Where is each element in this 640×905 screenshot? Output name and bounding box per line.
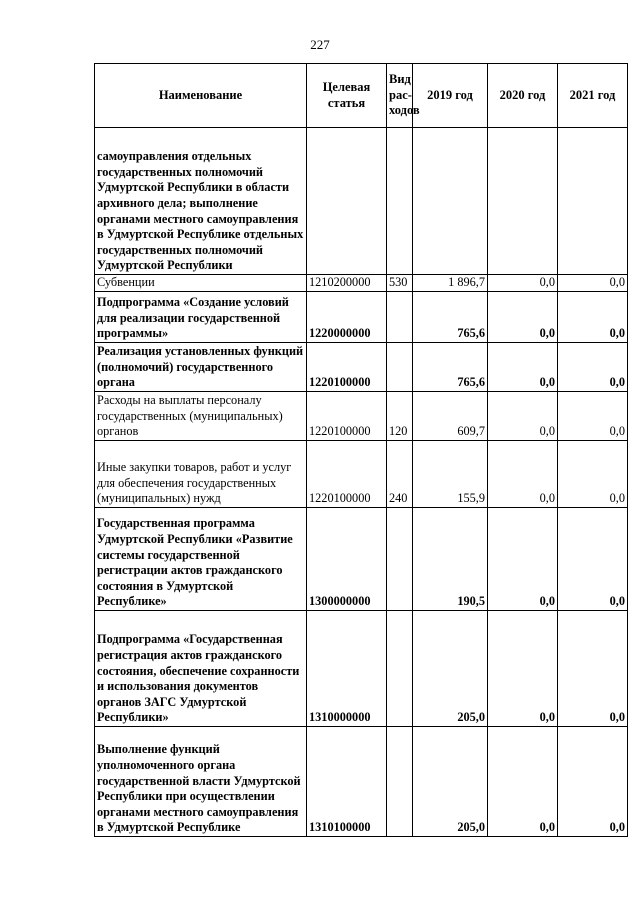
- table-row: [95, 441, 628, 508]
- row-expense-type-cell: [387, 508, 413, 611]
- row-2020-cell: 0,0: [488, 727, 558, 837]
- row-expense-type-cell: [387, 611, 413, 727]
- table-row: [95, 611, 628, 727]
- row-target-article-cell: 1220100000: [307, 343, 387, 392]
- row-2019-cell: 190,5: [413, 508, 488, 611]
- row-2021-cell: 0,0: [558, 441, 628, 508]
- row-target-article-cell: 1210200000: [307, 275, 387, 292]
- row-2019-cell: 155,9: [413, 441, 488, 508]
- row-target-article-cell: 1310000000: [307, 611, 387, 727]
- row-2021-cell: 0,0: [558, 292, 628, 343]
- row-target-article-cell: 1220100000: [307, 441, 387, 508]
- row-2021-cell: 0,0: [558, 508, 628, 611]
- table-row: [95, 392, 628, 441]
- row-2020-cell: 0,0: [488, 392, 558, 441]
- row-2019-cell: 609,7: [413, 392, 488, 441]
- row-2021-cell: 0,0: [558, 727, 628, 837]
- row-name-cell: самоуправления отдельных государственных полномочий Удмуртской Республики в области архивного дела; выполнение органами местного самоуправления в Удмуртской Республике отдельных государственных полномочий Удмуртской Республики: [95, 128, 307, 275]
- row-2019-cell: 205,0: [413, 611, 488, 727]
- table-row: [95, 275, 628, 292]
- header-2019: 2019 год: [413, 64, 488, 128]
- page-number: 227: [310, 37, 330, 52]
- row-2020-cell: [488, 128, 558, 275]
- row-name-cell: Реализация установленных функций (полномочий) государственного органа: [95, 343, 307, 392]
- budget-table: [94, 63, 628, 837]
- row-2021-cell: [558, 128, 628, 275]
- row-expense-type-cell: [387, 343, 413, 392]
- table-header-row: [95, 64, 628, 128]
- row-2021-cell: 0,0: [558, 611, 628, 727]
- row-2020-cell: 0,0: [488, 343, 558, 392]
- row-name-cell: Подпрограмма «Создание условий для реализации государственной программы»: [95, 292, 307, 343]
- row-2020-cell: 0,0: [488, 292, 558, 343]
- row-expense-type-cell: 530: [387, 275, 413, 292]
- row-2019-cell: 1 896,7: [413, 275, 488, 292]
- row-expense-type-cell: 240: [387, 441, 413, 508]
- row-2020-cell: 0,0: [488, 611, 558, 727]
- row-2019-cell: 765,6: [413, 292, 488, 343]
- row-name-cell: Выполнение функций уполномоченного органа государственной власти Удмуртской Республики при осуществлении органами местного самоуправления в Удмуртской Республике: [95, 727, 307, 837]
- row-target-article-cell: 1310100000: [307, 727, 387, 837]
- row-2019-cell: 205,0: [413, 727, 488, 837]
- row-target-article-cell: 1300000000: [307, 508, 387, 611]
- row-2020-cell: 0,0: [488, 441, 558, 508]
- row-2019-cell: 765,6: [413, 343, 488, 392]
- row-target-article-cell: 1220100000: [307, 392, 387, 441]
- row-expense-type-cell: [387, 727, 413, 837]
- row-target-article-cell: [307, 128, 387, 275]
- row-expense-type-cell: [387, 128, 413, 275]
- header-target-article: Целевая статья: [307, 64, 387, 128]
- row-2021-cell: 0,0: [558, 392, 628, 441]
- row-target-article-cell: 1220000000: [307, 292, 387, 343]
- table-row: [95, 343, 628, 392]
- row-name-cell: Иные закупки товаров, работ и услуг для обеспечения государственных (муниципальных) нужд: [95, 441, 307, 508]
- row-2019-cell: [413, 128, 488, 275]
- row-name-cell: Субвенции: [95, 275, 307, 292]
- header-expense-type: Вид рас-ходов: [387, 64, 413, 128]
- table-row: [95, 727, 628, 837]
- row-2020-cell: 0,0: [488, 508, 558, 611]
- row-expense-type-cell: 120: [387, 392, 413, 441]
- row-2021-cell: 0,0: [558, 275, 628, 292]
- row-name-cell: Подпрограмма «Государственная регистрация актов гражданского состояния, обеспечение сохранности и использования документов органов ЗАГС Удмуртской Республики»: [95, 611, 307, 727]
- table-row: [95, 292, 628, 343]
- header-2020: 2020 год: [488, 64, 558, 128]
- header-name: Наименование: [95, 64, 307, 128]
- row-2021-cell: 0,0: [558, 343, 628, 392]
- table-row: [95, 128, 628, 275]
- row-2020-cell: 0,0: [488, 275, 558, 292]
- header-2021: 2021 год: [558, 64, 628, 128]
- row-expense-type-cell: [387, 292, 413, 343]
- row-name-cell: Расходы на выплаты персоналу государственных (муниципальных) органов: [95, 392, 307, 441]
- table-row: [95, 508, 628, 611]
- row-name-cell: Государственная программа Удмуртской Республики «Развитие системы государственной регистрации актов гражданского состояния в Удмуртской Республике»: [95, 508, 307, 611]
